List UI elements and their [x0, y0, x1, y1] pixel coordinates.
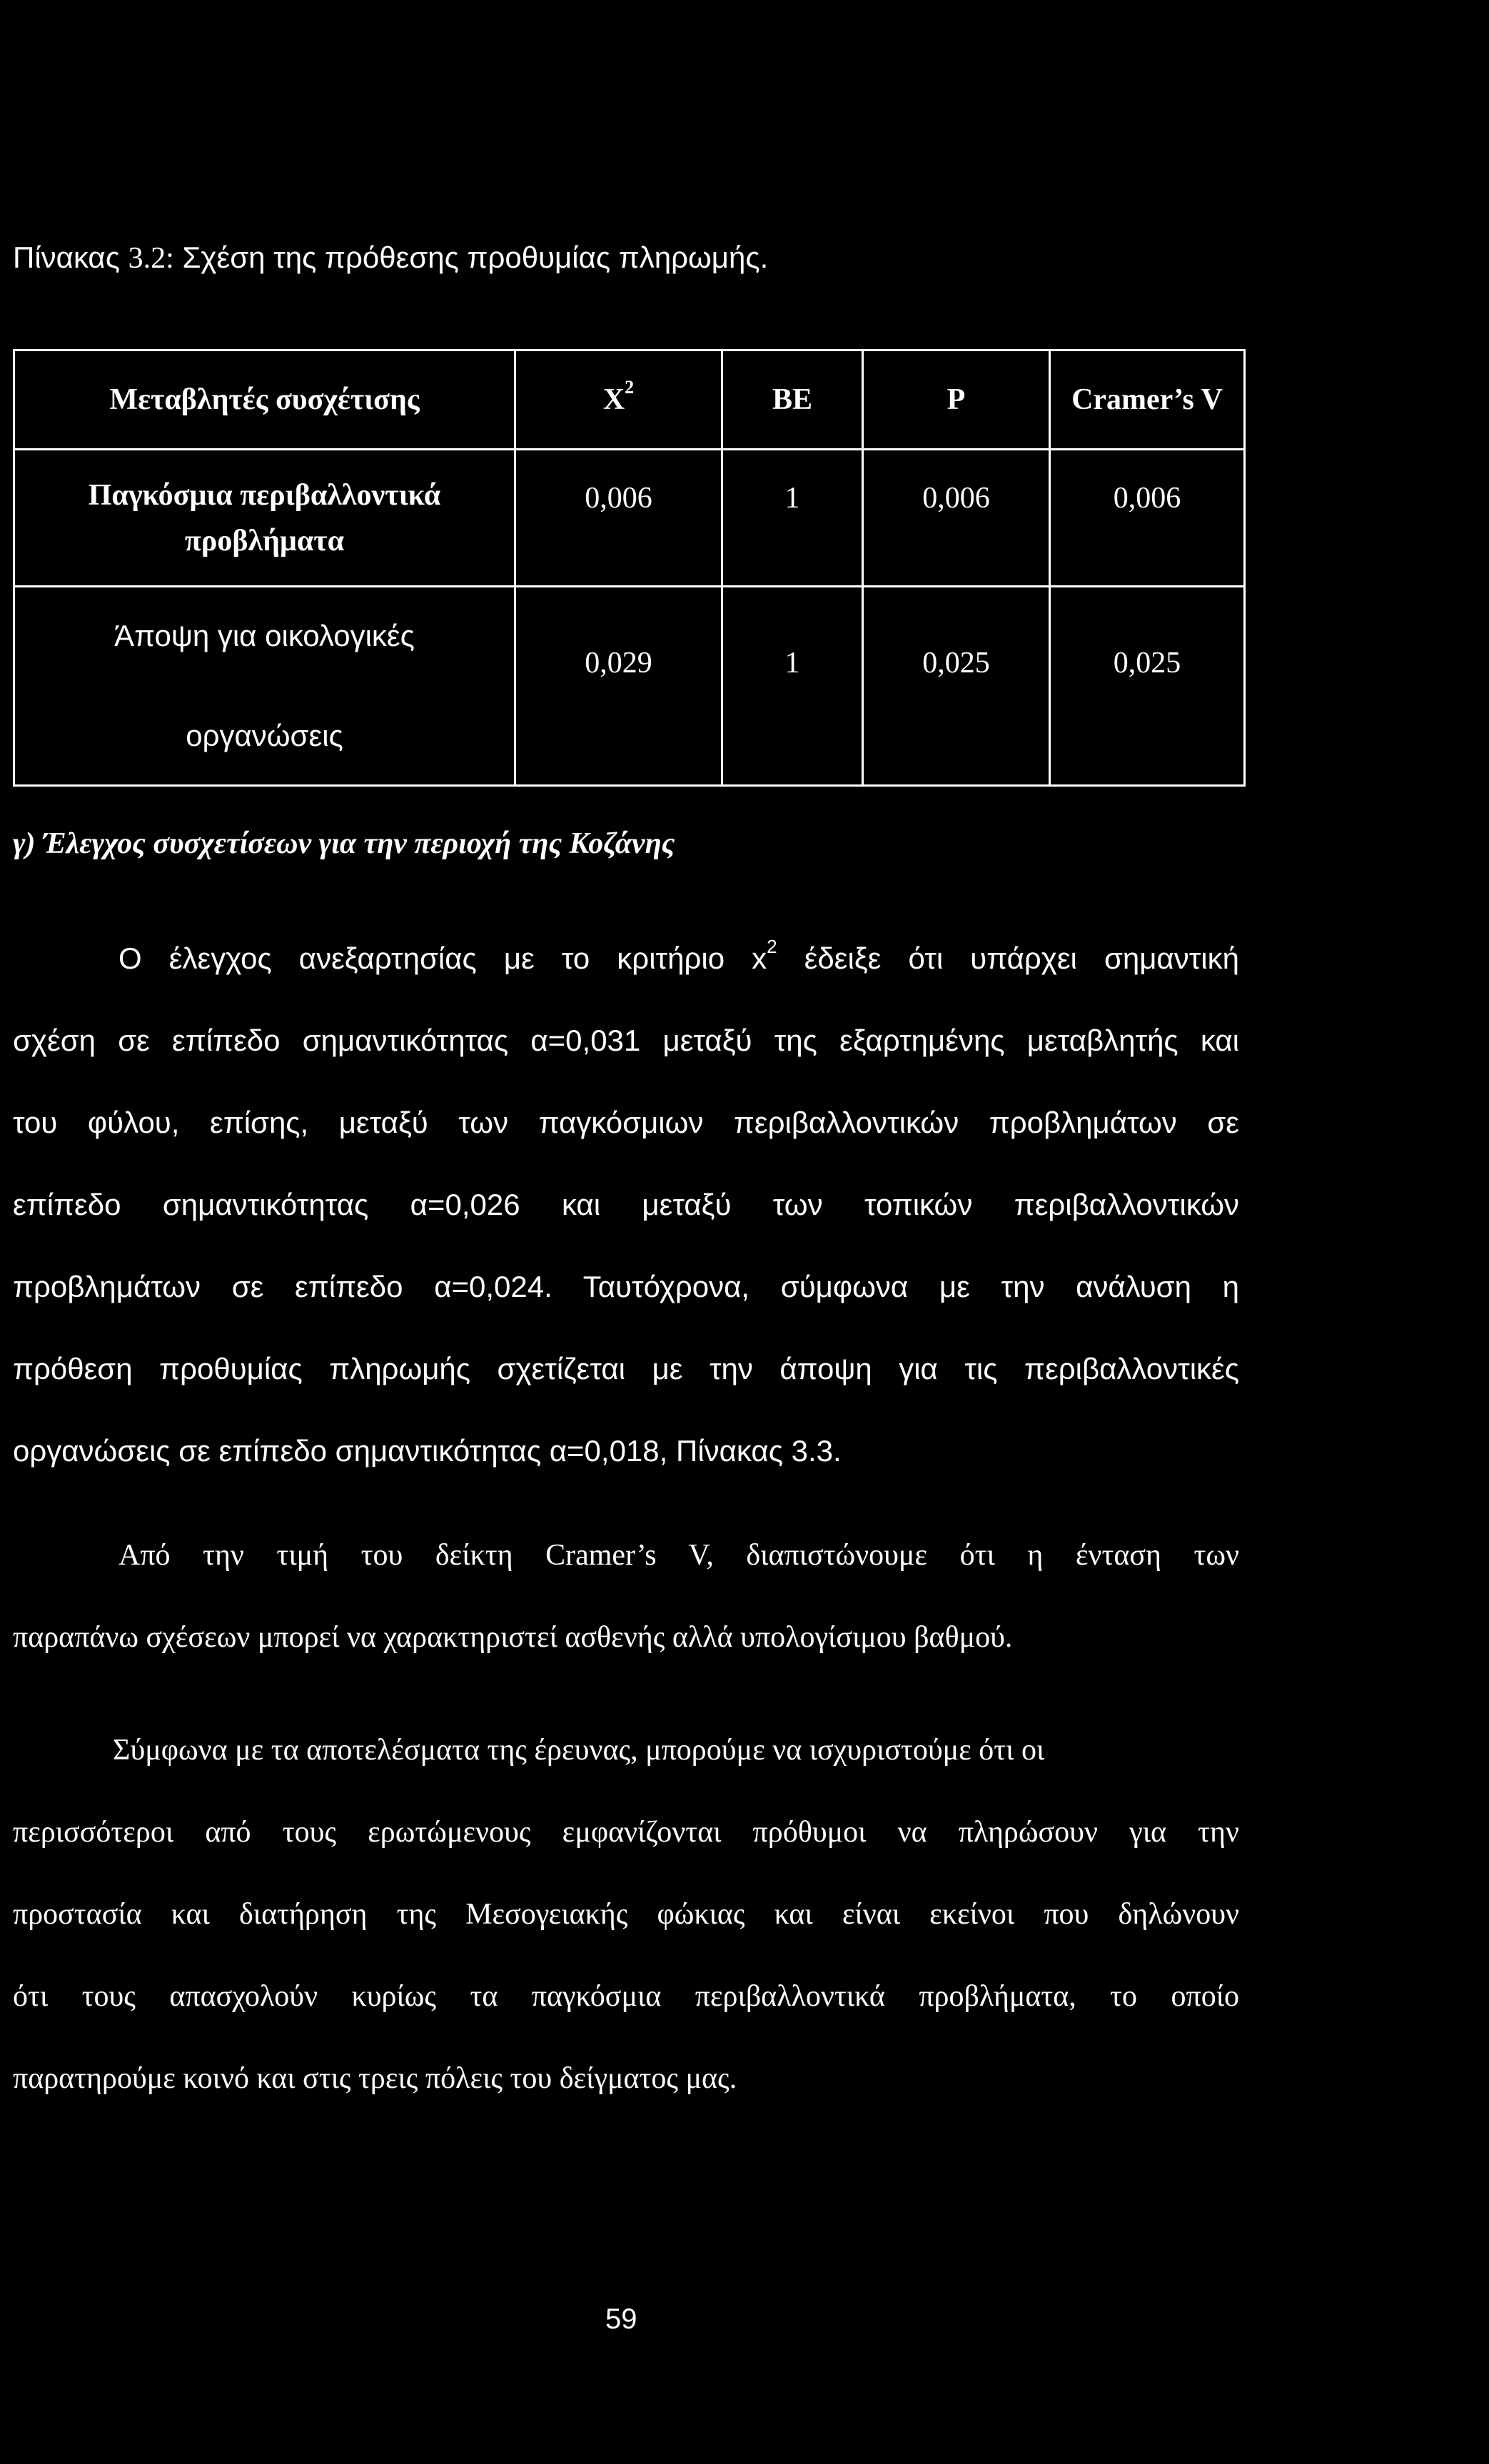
section-subheading: γ) Έλεγχος συσχετίσεων για την περιοχή της Κοζάνης — [13, 827, 675, 860]
paragraph-line: παρατηρούμε κοινό και στις τρεις πόλεις του δείγματος μας. — [13, 2062, 737, 2095]
paragraph-cramer — [13, 1515, 1239, 1679]
header-p: P — [863, 350, 1050, 450]
cell-cramer: 0,006 — [1050, 450, 1245, 587]
paragraph-line: περισσότεροι από τους ερωτώμενους εμφανίζονται πρόθυμοι να πληρώσουν για την — [13, 1816, 1239, 1849]
cell-p: 0,025 — [863, 587, 1050, 786]
caption-prefix: Πίνακας — [13, 241, 128, 274]
header-cramer: Cramer’s V — [1050, 350, 1245, 450]
caption-number: 3.2: — [128, 242, 174, 275]
caption-text: Σχέση της πρόθεσης προθυμίας πληρωμής. — [173, 241, 769, 274]
cell-df: 1 — [722, 450, 863, 587]
paragraph-conclusion — [13, 1710, 1239, 2120]
paragraph-line: ότι τους απασχολούν κυρίως τα παγκόσμια περιβαλλοντικά προβλήματα, το οποίο — [13, 1980, 1239, 2013]
paragraph-line: παραπάνω σχέσεων μπορεί να χαρακτηριστεί ασθενής αλλά υπολογίσιμου βαθμού. — [13, 1621, 1013, 1654]
paragraph-line: οργανώσεις σε επίπεδο σημαντικότητας α=0,018, Πίνακας 3.3. — [13, 1434, 842, 1468]
paragraph-independence-test — [13, 917, 1239, 1492]
header-df: ΒΕ — [722, 350, 863, 450]
header-chi-square: $X^2$ — [515, 350, 722, 450]
header-variable: Μεταβλητές συσχέτισης — [14, 350, 515, 450]
table-row — [14, 587, 1245, 786]
cell-chi-square: 0,006 — [515, 450, 722, 587]
paragraph-line: πρόθεση προθυμίας πληρωμής σχετίζεται με την άποψη για τις περιβαλλοντικές — [13, 1352, 1239, 1385]
page-number: 59 — [605, 2303, 637, 2335]
paragraph-line: Σύμφωνα με τα αποτελέσματα της έρευνας, μπορούμε να ισχυριστούμε ότι οι — [113, 1734, 1045, 1767]
cell-cramer: 0,025 — [1050, 587, 1245, 786]
row-label: Παγκόσμια περιβαλλοντικά προβλήματα — [14, 450, 515, 587]
cell-chi-square: 0,029 — [515, 587, 722, 786]
paragraph-line: προβλημάτων σε επίπεδο α=0,024. Ταυτόχρονα, σύμφωνα με την ανάλυση η — [13, 1270, 1239, 1303]
paragraph-line: επίπεδο σημαντικότητας α=0,026 και μεταξύ των τοπικών περιβαλλοντικών — [13, 1188, 1239, 1221]
paragraph-line: Ο έλεγχος ανεξαρτησίας με το κριτήριο $x^2$ έδειξε ότι υπάρχει σημαντική — [118, 936, 1239, 975]
results-table — [13, 349, 1246, 787]
row-label: Άποψη για οικολογικές οργανώσεις — [14, 587, 515, 786]
table-caption — [13, 240, 768, 276]
cell-df: 1 — [722, 587, 863, 786]
paragraph-line: προστασία και διατήρηση της Μεσογειακής φώκιας και είναι εκείνοι που δηλώνουν — [13, 1898, 1239, 1931]
table-row — [14, 450, 1245, 587]
paragraph-line: του φύλου, επίσης, μεταξύ των παγκόσμιων περιβαλλοντικών προβλημάτων σε — [13, 1106, 1239, 1139]
paragraph-line: Από την τιμή του δείκτη Cramer’s V, διαπιστώνουμε ότι η ένταση των — [118, 1539, 1239, 1572]
table-header-row — [14, 350, 1245, 450]
cell-p: 0,006 — [863, 450, 1050, 587]
paragraph-line: σχέση σε επίπεδο σημαντικότητας α=0,031 μεταξύ της εξαρτημένης μεταβλητής και — [13, 1024, 1239, 1057]
